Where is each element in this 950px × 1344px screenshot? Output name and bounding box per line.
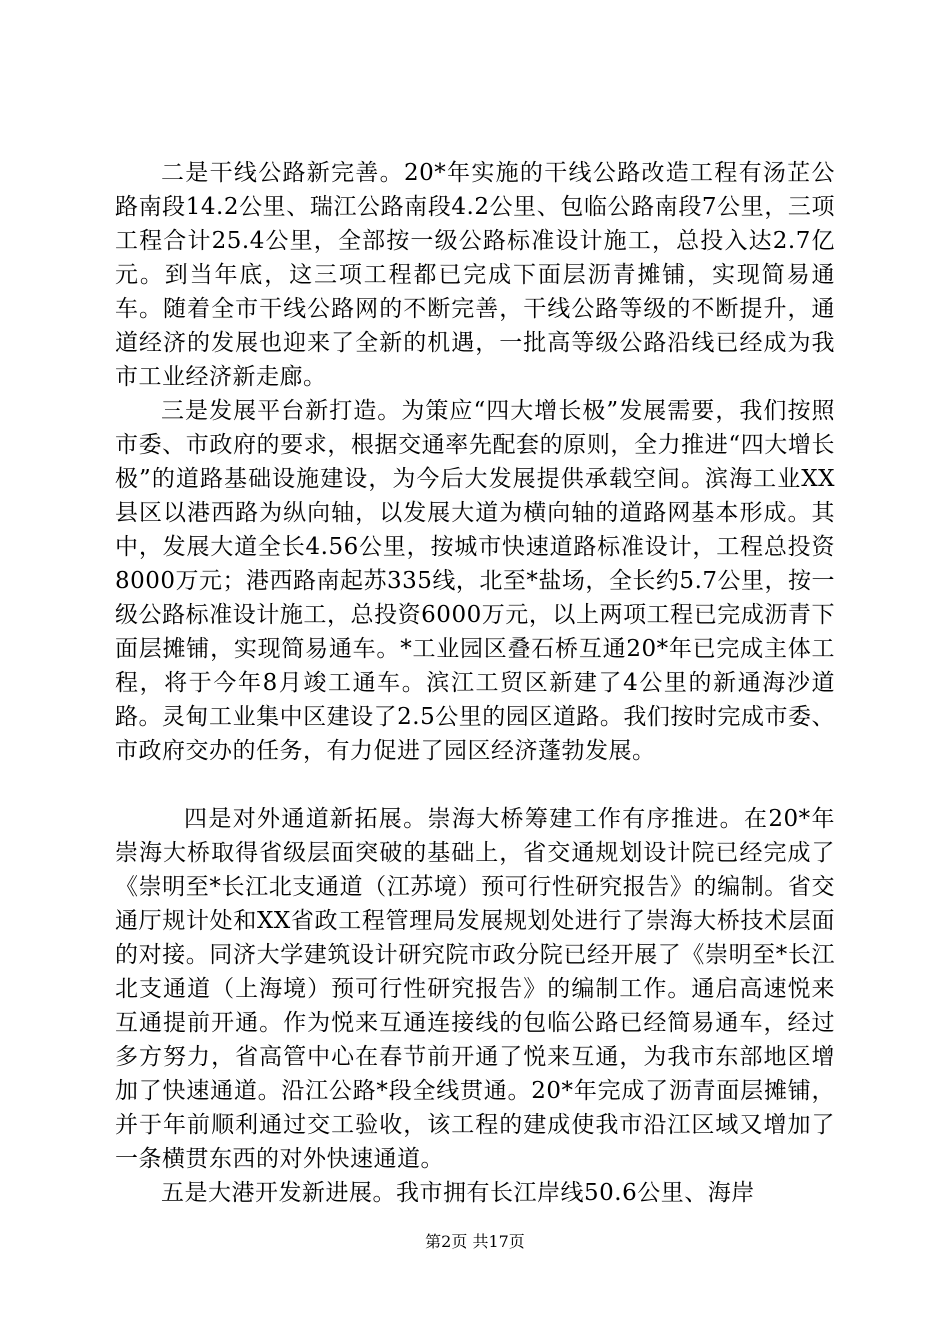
paragraph-external-channels: 四是对外通道新拓展。崇海大桥筹建工作有序推进。在20*年崇海大桥取得省级层面突破的基础上，省交通规划设计院已经完成了《崇明至*长江北支通道（江苏境）预可行性研究报告》的编制。省交通厅规计处和XX省政工程管理局发展规划处进行了崇海大桥技术层面的对接。同济大学建筑设计研究院市政分院已经开展了《崇明至*长江北支通道（上海境）预可行性研究报告》的编制工作。通启高速悦来互通提前开通。作为悦来互通连接线的包临公路已经简易通车，经过多方努力，省高管中心在春节前开通了悦来互通，为我市东部地区增加了快速通道。沿江公路*段全线贯通。20*年完成了沥青面层摊铺，并于年前顺利通过交工验收，该工程的建成使我市沿江区域又增加了一条横贯东西的对外快速通道。 [115,806,835,1172]
paragraph-development-platform: 三是发展平台新打造。为策应“四大增长极”发展需要，我们按照市委、市政府的要求，根据交通率先配套的原则，全力推进“四大增长极”的道路基础设施建设，为今后大发展提供承载空间。滨海工业XX县区以港西路为纵向轴，以发展大道为横向轴的道路网基本形成。其中，发展大道全长4.56公里，按城市快速道路标准设计，工程总投资8000万元；港西路南起苏335线，北至*盐场，全长约5.7公里，按一级公路标准设计施工，总投资6000万元，以上两项工程已完成沥青下面层摊铺，实现简易通车。*工业园区叠石桥互通20*年已完成主体工程，将于今年8月竣工通车。滨江工贸区新建了4公里的新通海沙道路。灵甸工业集中区建设了2.5公里的园区道路。我们按时完成市委、市政府交办的任务，有力促进了园区经济蓬勃发展。 [115,398,836,764]
paragraph-port-development: 五是大港开发新进展。我市拥有长江岸线50.6公里、海岸 [161,1180,755,1206]
paragraph-trunk-roads: 二是干线公路新完善。20*年实施的干线公路改造工程有汤芷公路南段14.2公里、瑞江公路南段4.2公里、包临公路南段7公里，三项工程合计25.4公里，全部按一级公路标准设计施工，总投入达2.7亿元。到当年底，这三项工程都已完成下面层沥青摊铺，实现简易通车。随着全市干线公路网的不断完善，干线公路等级的不断提升，通道经济的发展也迎来了全新的机遇，一批高等级公路沿线已经成为我市工业经济新走廊。 [115,160,835,390]
document-body [115,156,835,1210]
page-number-footer: 第2页 共17页 [425,1232,525,1251]
